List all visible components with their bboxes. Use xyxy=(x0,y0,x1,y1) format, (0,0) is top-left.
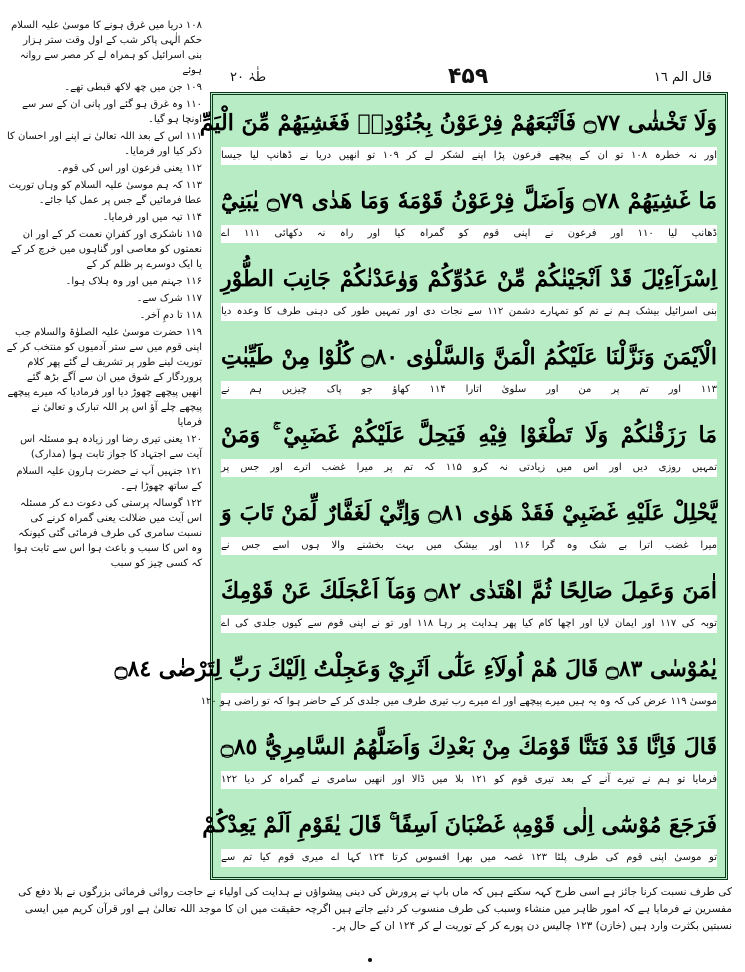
surah-reference: طٰہٰ ٢٠ xyxy=(230,70,267,85)
verse-line: مَا رَزَقْنٰكُمْ وَلَا تَطْغَوْا فِيْهِ فَيَحِلَّ عَلَيْكُمْ غَضَبِيْ ۚ وَمَنْ xyxy=(221,422,717,448)
translation-line: فرمایا تو ہم نے تیرے آنے کے بعد تیری قوم کو ۱۲۱ بلا میں ڈالا اور انھیں سامری نے گمراہ کر دیا ۱۲۲ xyxy=(221,771,717,789)
commentary-note: ۱۰۸ دریا میں غرق ہونے کا موسیٰ علیہ السلام حکم الٰہی پاکر شب کے اول وقت ستر ہزار بنی اسرائیل کو ہمراہ لے کر مصر سے روانہ ہوئے xyxy=(11,20,202,76)
translation-line: بنی اسرائیل بیشک ہم نے تم کو تمہارے دشمن ۱۱۲ سے نجات دی اور تمہیں طور کی دہنی طرف کا وعدہ دیا xyxy=(221,303,717,321)
translation-line: تمہیں روزی دیں اور اس میں زیادتی نہ کرو ۱۱۵ کہ تم پر میرا غضب اترے اور جس پر xyxy=(221,459,717,477)
translation-line: موسیٰ ۱۱۹ عرض کی کہ وہ یہ ہیں میرے پیچھے اور اے میرے رب تیری طرف میں جلدی کر کے حاضر ہوا کہ تو راضی ہو ۱۲۰ xyxy=(221,693,717,711)
verse-line: اِسْرَآءِيْلَ قَدْ اَنْجَيْنٰكُمْ مِّنْ عَدُوِّكُمْ وَوٰعَدْنٰكُمْ جَانِبَ الطُّوْرِ xyxy=(221,266,717,292)
translation-line: اور نہ خطرہ ۱۰۸ تو ان کے پیچھے فرعون پڑا اپنے لشکر لے کر ۱۰۹ تو انھیں دریا نے ڈھانپ لیا جیسا xyxy=(221,147,717,165)
commentary-note: ۱۲۲ گوسالہ پرستی کی دعوت دے کر مسئلہ اس آیت میں ضلالت یعنی گمراہ کرنے کی نسبت سامری کی طرف فرمائی گئی کیونکہ وہ اس کا سبب و باعث ہوا اس سے ثابت ہوا کہ کسی چیز کو سبب xyxy=(13,498,202,569)
translation-line: میرا غضب اترا بے شک وہ گرا ۱۱۶ اور بیشک میں بہت بخشنے والا ہوں اسے جس نے xyxy=(221,537,717,555)
page-header xyxy=(210,64,730,94)
commentary-note: ۱۰۹ جن میں چھ لاکھ قبطی تھے۔ xyxy=(64,82,202,93)
verse-line: اٰمَنَ وَعَمِلَ صَالِحًا ثُمَّ اهْتَدٰى ۝٨٢ وَمَآ اَعْجَلَكَ عَنْ قَوْمِكَ xyxy=(221,578,718,604)
verse-line: مَا غَشِيَهُمْ ۝٧٨ وَاَضَلَّ فِرْعَوْنُ قَوْمَهٗ وَمَا هَدٰى ۝٧٩ يٰبَنِيْٓ xyxy=(221,188,718,214)
verse-line: فَرَجَعَ مُوْسٰٓى اِلٰى قَوْمِهٖ غَضْبَانَ اَسِفًا ۚ قَالَ يٰقَوْمِ اَلَمْ يَعِدْكُمْ xyxy=(202,812,717,838)
commentary-note: ۱۱۹ حضرت موسیٰ علیہ الصلوٰۃ والسلام جب اپنی قوم میں سے ستر آدمیوں کو منتخب کر کے توریت لینے طور پر تشریف لے گئے پھر کلام پروردگار کے شوق میں ان سے آگے بڑھ گئے انھیں پیچھے چھوڑ دیا اور فرمادیا کہ میرے پیچھے پیچھے چلے آؤ اس پر اللہ تبارک و تعالیٰ نے فرمایا xyxy=(6,327,202,428)
commentary-note: ۱۱۳ کہ ہم موسیٰ علیہ السلام کو وہاں توریت عطا فرمائیں گے جس پر عمل کیا جائے۔ xyxy=(8,180,202,206)
translation-line: توبہ کی ۱۱۷ اور ایمان لایا اور اچھا کام کیا پھر ہدایت پر رہا ۱۱۸ اور تو نے اپنی قوم سے کیوں جلدی کی اے xyxy=(221,615,717,633)
commentary-note: ۱۱۲ یعنی فرعون اور اس کی قوم۔ xyxy=(56,163,202,174)
commentary-note: ۱۱۶ جہنم میں اور وہ ہلاک ہوا۔ xyxy=(65,276,202,287)
verse-line: قَالَ فَاِنَّا قَدْ فَتَنَّا قَوْمَكَ مِنْ بَعْدِكَ وَاَضَلَّهُمُ السَّامِرِيُّ ۝٨٥ xyxy=(220,734,717,760)
translation-line: تو موسیٰ اپنی قوم کی طرف پلٹا ۱۲۳ غصہ میں بھرا افسوس کرتا ۱۲۴ کہا اے میری قوم کیا تم سے xyxy=(221,849,717,867)
commentary-note: کی طرف نسبت کرنا جائز ہے اسی طرح کہہ سکتے ہیں کہ ماں باپ نے پرورش کی دینی پیشواؤں نے ہدایت کی اولیاء نے حاجت روائی فرمائی بزرگوں نے بلا دفع کی مفسرین نے فرمایا ہے کہ امور ظاہر میں منشاء وسبب کی طرف منسوب کر دئیے جاتے ہیں اگرچہ حقیقت میں ان کا موجد اللہ تعالیٰ ہے اور قرآن کریم میں ایسی نسبتیں بکثرت وارد ہیں (خازن) ۱۲۳ چالیس دن پورے کر کے توریت لے کر ۱۲۴ ان کے حال پر۔ xyxy=(18,886,732,932)
commentary-note: ۱۲۰ یعنی تیری رضا اور زیادہ ہو مسئلہ اس آیت سے اجتہاد کا جواز ثابت ہوا (مدارک) xyxy=(20,434,202,460)
bottom-commentary xyxy=(8,884,732,937)
verse-line: وَلَا تَخْشٰى ۝٧٧ فَاَتْبَعَهُمْ فِرْعَوْنُ بِجُنُوْدِهٖ فَغَشِيَهُمْ مِّنَ الْيَمِّ xyxy=(199,110,717,136)
verse-line: يٰمُوْسٰى ۝٨٣ قَالَ هُمْ اُولَآءِ عَلٰٓى اَثَرِيْ وَعَجِلْتُ اِلَيْكَ رَبِّ لِتَرْضٰى ۝٨٤ xyxy=(114,656,717,682)
page-dot xyxy=(368,958,372,962)
verse-line: الْاَيْمَنَ وَنَزَّلْنَا عَلَيْكُمُ الْمَنَّ وَالسَّلْوٰى ۝٨٠ كُلُوْا مِنْ طَيِّبٰتِ xyxy=(221,344,717,370)
translation-line: ڈھانپ لیا ۱۱۰ اور فرعون نے اپنی قوم کو گمراہ کیا اور راہ نہ دکھائی ۱۱۱ اے xyxy=(221,225,717,243)
page-number: ۴۵۹ xyxy=(448,64,489,89)
commentary-note: ۱۱۷ شرک سے۔ xyxy=(136,293,202,304)
side-commentary xyxy=(6,18,202,878)
commentary-note: ۱۱۵ ناشکری اور کفرانِ نعمت کر کے اور ان نعمتوں کو معاصی اور گناہوں میں خرچ کر کے یا ایک دوسرے پر ظلم کر کے xyxy=(11,229,202,270)
commentary-note: ۱۱۱ اس کے بعد اللہ تعالیٰ نے اپنے اور احسان کا ذکر کیا اور فرمایا۔ xyxy=(6,131,202,157)
commentary-note: ۱۱۸ تا دمِ آخر۔ xyxy=(139,310,202,321)
commentary-note: ۱۲۱ جنہیں آپ نے حضرت ہارون علیہ السلام کے ساتھ چھوڑا ہے۔ xyxy=(16,466,202,492)
commentary-note: ۱۱۴ تیہ میں اور فرمایا۔ xyxy=(102,212,202,223)
juz-title: قال الم ١٦ xyxy=(653,70,712,85)
translation-line: ۱۱۳ اور تم پر من اور سلویٰ اتارا ۱۱۴ کھاؤ جو پاک چیزیں ہم نے xyxy=(221,381,717,399)
commentary-note: ۱۱۰ وہ غرق ہو گئے اور پانی ان کے سر سے اونچا ہو گیا۔ xyxy=(21,99,202,125)
verse-line: يَّحْلِلْ عَلَيْهِ غَضَبِيْ فَقَدْ هَوٰى ۝٨١ وَاِنِّيْ لَغَفَّارٌ لِّمَنْ تَابَ وَ xyxy=(221,500,717,526)
